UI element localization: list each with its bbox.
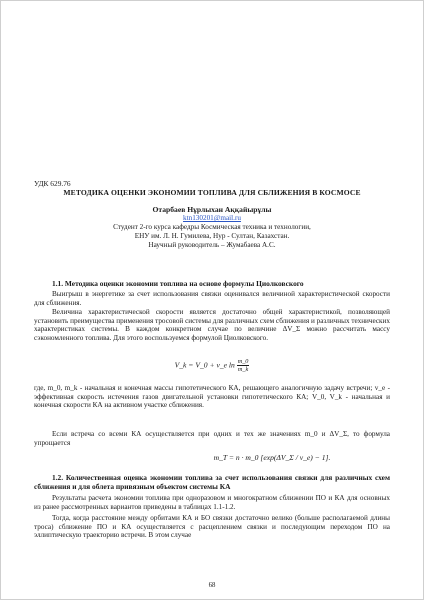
author-email-link[interactable]: ktn130201@mail.ru xyxy=(183,214,241,222)
paragraph-text: Выигрыш в энергетике за счет использования связки оценивался величиной характеристической скорости для сближения. xyxy=(34,290,390,307)
equation-tsiolkovsky xyxy=(34,358,390,373)
section-1-paragraph-1 xyxy=(34,290,390,307)
section-1-paragraph-4 xyxy=(34,430,390,447)
paragraph-text: Результаты расчета экономии топлива при одноразовом и многократном сближении ПО и КА для основных из ранее рассмотренных вариантов приведены в таблицах 1.1-1.2. xyxy=(34,494,390,511)
supervisor-line: Научный руководитель – Жумабаева А.С. xyxy=(148,241,276,249)
author-block xyxy=(34,205,390,250)
equation-fuel-mass: m_T = n · m_0 [exp(ΔV_Σ / v_e) − 1]. xyxy=(213,453,331,462)
paragraph-text: Величина характеристической скорости является достаточно общей характеристикой, позволяющей установить преимущества применения тросовой системы для различных схем сближения и различных технических характеристиках системы. В каждом конкретном случае по величине ΔV_Σ можно рассчитать массу сэкономленного топлива. Для этого воспользуемся формулой Циолковского. xyxy=(34,308,390,342)
section-2-paragraph-1 xyxy=(34,494,390,511)
udk-code: УДК 629.76 xyxy=(34,179,71,188)
section-2-heading: 1.2. Количественная оценка экономии топлива за счет использования связки для различных схем сближения и для облета привязным объектом системы КА xyxy=(34,473,390,491)
fraction-denominator: m_k xyxy=(237,366,249,373)
section-1-heading: 1.1. Методика оценки экономии топлива на основе формулы Циолковского xyxy=(52,279,304,288)
author-affiliation-2: ЕНУ им. Л. Н. Гумилева, Нур - Султан, Казахстан. xyxy=(134,232,290,240)
section-1-paragraph-3 xyxy=(34,384,390,410)
paper-title: МЕТОДИКА ОЦЕНКИ ЭКОНОМИИ ТОПЛИВА ДЛЯ СБЛИЖЕНИЯ В КОСМОСЕ xyxy=(63,188,361,197)
page-number: 68 xyxy=(208,582,216,589)
fraction-numerator: m_0 xyxy=(237,358,249,365)
section-1-paragraph-2 xyxy=(34,308,390,342)
document-page xyxy=(34,0,390,600)
paragraph-text: Если встреча со всеми КА осуществляется при одних и тех же значениях m_0 и ΔV_Σ, то формула упрощается xyxy=(34,430,390,447)
equation-left: V_k = V_0 + v_e ln xyxy=(174,360,235,370)
author-name: Отарбаев Нұрлыхан Аққайырұлы xyxy=(152,205,272,214)
section-2-paragraph-2 xyxy=(34,514,390,540)
equation-fraction xyxy=(237,358,250,373)
paragraph-text: Тогда, когда расстояние между орбитами КА и БО связки достаточно велико (больше располагаемой длины троса) сближение ПО и КА осуществляется с расцеплением связки и последующим переходом ПО на эллиптическую траекторию встречи. В этом случае xyxy=(34,514,390,540)
paragraph-text: где, m_0, m_k - начальная и конечная массы гипотетического КА, решающего аналогичную задачу встречи; v_e - эффективная скорость истечения газов двигательной установки гипотетического КА; V_0, V_k - начальная и конечная скорости КА на активном участке сближения. xyxy=(34,384,390,410)
author-affiliation-1: Студент 2-го курса кафедры Космическая техника и технологии, xyxy=(113,223,311,231)
